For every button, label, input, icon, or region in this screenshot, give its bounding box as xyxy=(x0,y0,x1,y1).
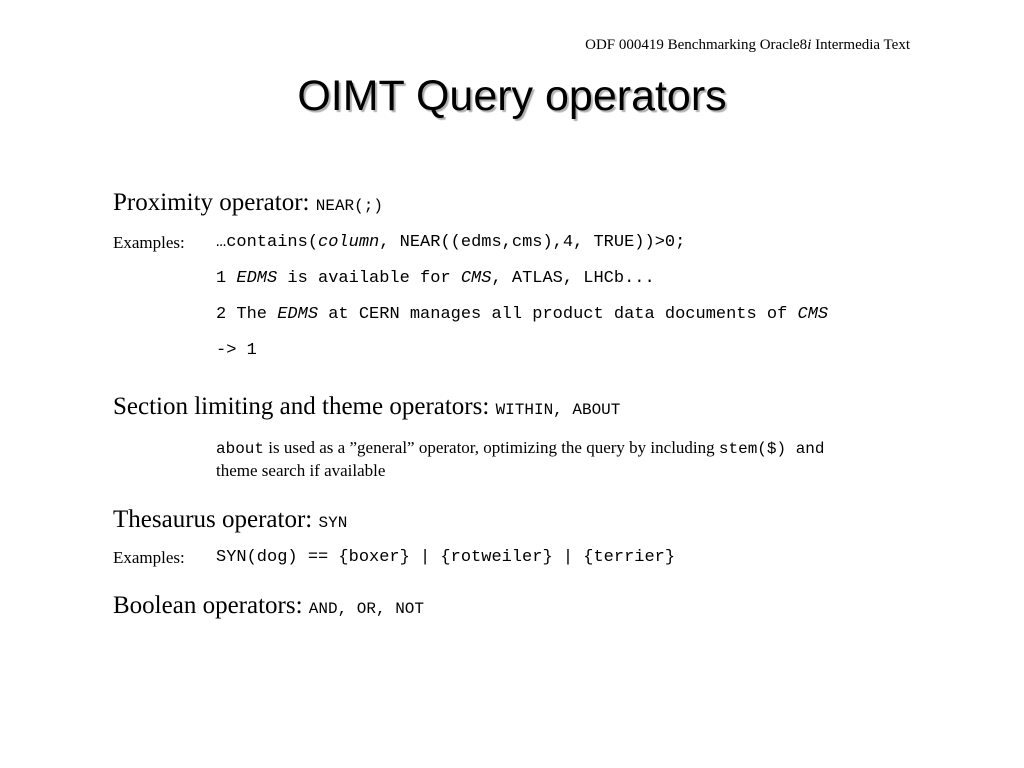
doc1-suffix: , ATLAS, LHCb... xyxy=(491,269,655,288)
doc1-cms: CMS xyxy=(460,269,492,288)
section-operators: WITHIN, ABOUT xyxy=(495,401,621,419)
proximity-example-doc-2 xyxy=(216,305,828,325)
query-column: column xyxy=(318,233,380,252)
proximity-heading-text: Proximity operator: xyxy=(113,189,310,216)
proximity-operator: NEAR(;) xyxy=(315,197,383,215)
thesaurus-heading xyxy=(113,505,347,538)
slide-title: OIMT Query operators xyxy=(297,72,727,120)
proximity-result: -> 1 xyxy=(216,341,257,360)
boolean-heading-text: Boolean operators: xyxy=(113,592,303,619)
section-description-line-2: theme search if available xyxy=(216,461,386,480)
section-heading-text: Section limiting and theme operators: xyxy=(113,393,490,420)
document-reference-suffix: Intermedia Text xyxy=(811,37,910,53)
doc2-mid: at CERN manages all product data documents of xyxy=(318,305,798,324)
doc2-edms: EDMS xyxy=(277,305,319,324)
section-description-text: is used as a ”general” operator, optimizing the query by including xyxy=(264,438,719,457)
doc1-mid: is available for xyxy=(277,269,461,288)
doc1-edms: EDMS xyxy=(236,269,278,288)
thesaurus-examples-label: Examples: xyxy=(113,548,185,567)
section-description-line-1 xyxy=(216,437,825,460)
proximity-heading xyxy=(113,188,383,221)
about-code: about xyxy=(216,440,265,458)
doc2-prefix: 2 The xyxy=(216,305,278,324)
query-suffix: , NEAR((edms,cms),4, TRUE))>0; xyxy=(379,233,686,252)
document-reference-italic: i xyxy=(807,37,812,53)
doc1-prefix: 1 xyxy=(216,269,237,288)
query-prefix: …contains( xyxy=(216,233,319,252)
section-heading xyxy=(113,392,620,425)
thesaurus-example: SYN(dog) == {boxer} | {rotweiler} | {terrier} xyxy=(216,548,676,567)
stem-code: stem($) and xyxy=(718,440,825,458)
document-reference-text: ODF 000419 Benchmarking Oracle8 xyxy=(585,37,808,53)
thesaurus-heading-text: Thesaurus operator: xyxy=(113,506,313,533)
proximity-example-doc-1 xyxy=(216,269,655,289)
document-reference xyxy=(585,36,910,54)
proximity-example-query xyxy=(216,233,685,253)
doc2-cms: CMS xyxy=(797,305,829,324)
thesaurus-operator: SYN xyxy=(318,514,348,532)
boolean-operators: AND, OR, NOT xyxy=(308,600,424,618)
boolean-heading xyxy=(113,591,424,624)
proximity-examples-label: Examples: xyxy=(113,233,185,252)
